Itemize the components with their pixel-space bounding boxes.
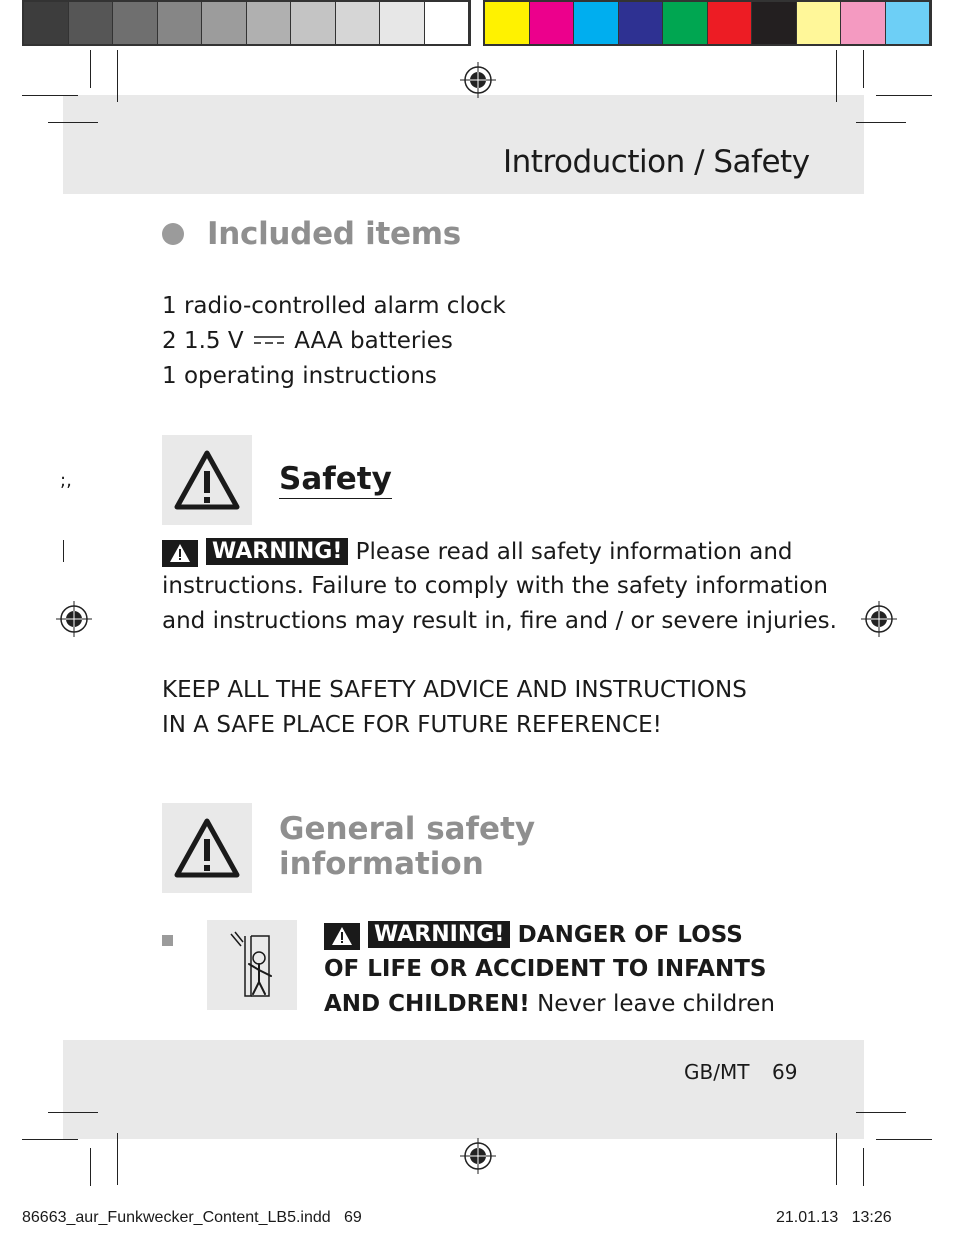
child-warning-icon: [207, 920, 297, 1010]
color-swatch: [113, 2, 158, 44]
warning-triangle-icon: [162, 435, 252, 525]
crop-mark: [863, 1148, 864, 1186]
color-swatch: [797, 2, 842, 44]
registration-mark-icon: [861, 601, 897, 637]
margin-mark: ;,: [60, 470, 72, 491]
color-swatch: [425, 2, 470, 44]
crop-mark: [48, 122, 98, 123]
registration-mark-icon: [460, 1138, 496, 1174]
safety-text: instructions. Failure to comply with the safety information: [162, 573, 828, 599]
dc-symbol-icon: [253, 333, 285, 347]
warning-triangle-icon: [162, 540, 198, 567]
keep-instructions-text: KEEP ALL THE SAFETY ADVICE AND INSTRUCTIONS: [162, 677, 747, 703]
crop-mark: [48, 1112, 98, 1113]
footer-language: GB/MT: [684, 1060, 750, 1084]
color-swatch: [485, 2, 530, 44]
heading-line: General safety: [279, 811, 536, 847]
included-items-heading: Included items: [207, 216, 461, 252]
crop-mark: [117, 50, 118, 102]
safety-text: Please read all safety information and: [355, 539, 793, 565]
keep-instructions-text: IN A SAFE PLACE FOR FUTURE REFERENCE!: [162, 712, 662, 738]
color-swatch: [202, 2, 247, 44]
heading-bullet-icon: [162, 223, 184, 245]
safety-icon-box: [162, 435, 252, 525]
color-swatch: [530, 2, 575, 44]
crop-mark: [90, 50, 91, 88]
color-swatch: [247, 2, 292, 44]
registration-mark-icon: [460, 62, 496, 98]
gray-color-bar: [22, 0, 471, 46]
color-swatch: [24, 2, 69, 44]
color-swatch: [380, 2, 425, 44]
crop-mark: [856, 122, 906, 123]
crop-mark: [22, 1139, 78, 1140]
list-item: 1 operating instructions: [162, 363, 437, 389]
slug-filename: 86663_aur_Funkwecker_Content_LB5.indd 69: [22, 1209, 362, 1226]
general-safety-icon-box: [162, 803, 252, 893]
battery-type-text: AAA batteries: [294, 328, 453, 354]
safety-heading: Safety: [279, 461, 392, 497]
crop-mark: [836, 1133, 837, 1185]
color-swatch: [336, 2, 381, 44]
general-safety-heading: [279, 812, 535, 882]
crop-mark: [876, 1139, 932, 1140]
color-swatch: [752, 2, 797, 44]
color-swatch: [158, 2, 203, 44]
list-bullet-icon: [162, 935, 173, 946]
heading-line: information: [279, 846, 484, 882]
child-warning-line: [324, 991, 775, 1017]
footer-band: [63, 1040, 864, 1139]
page-number: 69: [772, 1060, 798, 1084]
crop-mark: [863, 50, 864, 88]
crop-mark: [63, 540, 64, 562]
danger-text: AND CHILDREN!: [324, 991, 530, 1017]
color-swatch: [708, 2, 753, 44]
color-swatch: [663, 2, 708, 44]
registration-mark-icon: [56, 601, 92, 637]
slug-datetime: 21.01.13 13:26: [776, 1209, 892, 1226]
crop-mark: [90, 1148, 91, 1186]
crop-mark: [22, 95, 78, 96]
safety-text: and instructions may result in, fire and / or severe injuries.: [162, 608, 837, 634]
page-title: Introduction / Safety: [503, 144, 810, 180]
color-swatch: [69, 2, 114, 44]
color-swatch: [886, 2, 931, 44]
crop-mark: [856, 1112, 906, 1113]
warning-triangle-icon: [162, 803, 252, 893]
color-swatch: [574, 2, 619, 44]
danger-text: DANGER OF LOSS: [517, 922, 743, 948]
child-warning-text: Never leave children: [537, 991, 775, 1017]
list-item: 1 radio-controlled alarm clock: [162, 293, 506, 319]
warning-badge: WARNING!: [206, 538, 348, 565]
process-color-bar: [483, 0, 932, 46]
warning-badge: WARNING!: [368, 921, 510, 948]
child-warning-line: [324, 921, 743, 950]
child-safety-icon-box: [207, 920, 297, 1010]
safety-warning-line: [162, 538, 793, 567]
battery-count-text: 2 1.5 V: [162, 328, 244, 354]
warning-triangle-icon: [324, 923, 360, 950]
color-swatch: [841, 2, 886, 44]
crop-mark: [836, 50, 837, 102]
list-item: [162, 328, 453, 354]
color-swatch: [291, 2, 336, 44]
crop-mark: [117, 1133, 118, 1185]
danger-text: OF LIFE OR ACCIDENT TO INFANTS: [324, 956, 767, 982]
color-swatch: [619, 2, 664, 44]
crop-mark: [876, 95, 932, 96]
